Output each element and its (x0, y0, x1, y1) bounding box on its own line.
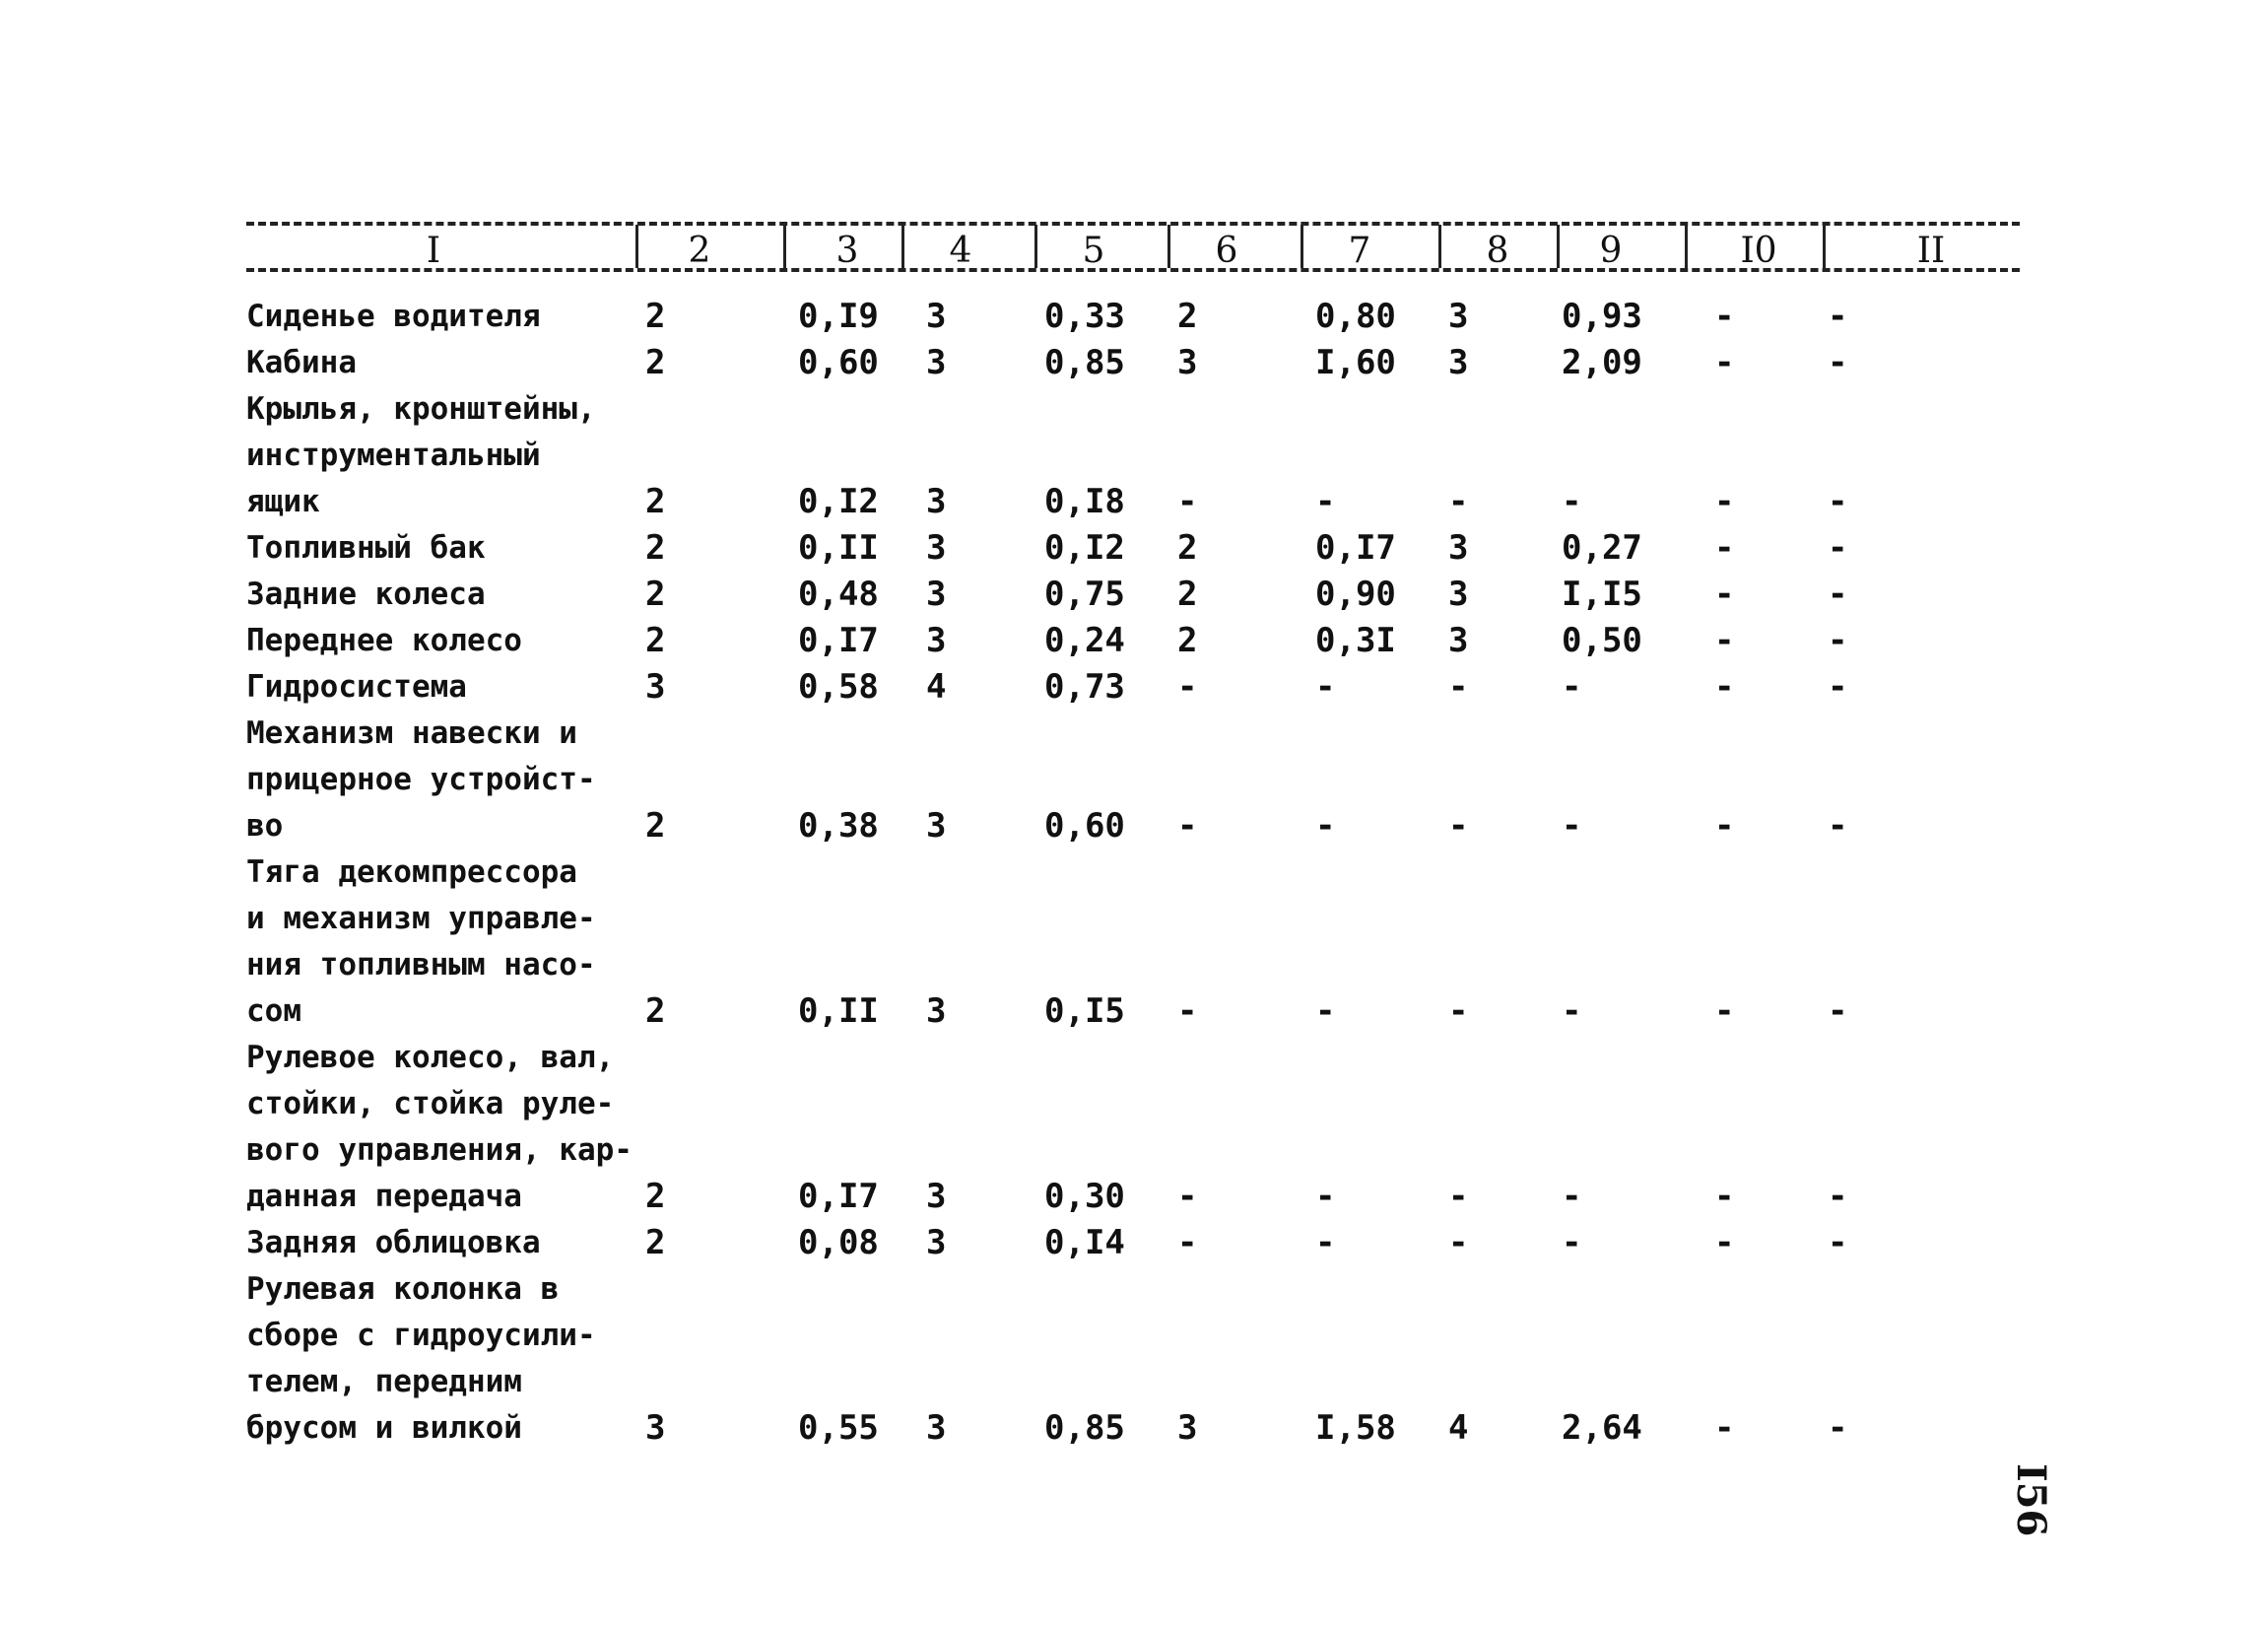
row-value-c2: 2 (645, 1177, 666, 1216)
row-name-line: Крылья, кронштейны, (246, 391, 596, 427)
row-value-c10: - (1714, 806, 1735, 846)
row-value-c10: - (1714, 1177, 1735, 1216)
row-value-c3: 0,II (798, 991, 879, 1031)
row-value-c5: 0,I4 (1044, 1223, 1125, 1262)
row-value-c2: 2 (645, 621, 666, 660)
row-value-c10: - (1714, 1408, 1735, 1448)
row-value-c2: 3 (645, 1408, 666, 1448)
row-name-line: Задние колеса (246, 577, 486, 612)
row-value-c8: - (1448, 667, 1469, 707)
header-col-1: I (426, 231, 441, 271)
row-value-c11: - (1828, 667, 1848, 707)
row-value-c3: 0,II (798, 528, 879, 568)
row-value-c3: 0,58 (798, 667, 879, 707)
row-value-c11: - (1828, 991, 1848, 1031)
row-value-c2: 2 (645, 1223, 666, 1262)
row-value-c11: - (1828, 297, 1848, 336)
row-value-c3: 0,08 (798, 1223, 879, 1262)
header-separator (1685, 225, 1688, 268)
row-value-c9: 2,64 (1562, 1408, 1642, 1448)
row-value-c5: 0,24 (1044, 621, 1125, 660)
row-value-c5: 0,I8 (1044, 482, 1125, 521)
row-value-c2: 2 (645, 343, 666, 382)
row-value-c9: 2,09 (1562, 343, 1642, 382)
row-value-c3: 0,60 (798, 343, 879, 382)
header-col-2: 2 (688, 231, 711, 271)
row-value-c4: 3 (926, 991, 947, 1031)
row-value-c9: - (1562, 991, 1582, 1031)
header-col-3: 3 (835, 231, 859, 271)
row-value-c10: - (1714, 667, 1735, 707)
header-separator (1301, 225, 1303, 268)
row-value-c8: 4 (1448, 1408, 1469, 1448)
row-value-c11: - (1828, 528, 1848, 568)
row-name-line: сборе с гидроусили- (246, 1318, 596, 1353)
row-name-line: данная передача (246, 1179, 522, 1214)
row-name-line: вого управления, кар- (246, 1132, 633, 1168)
row-value-c6: 3 (1177, 1408, 1198, 1448)
row-value-c6: 2 (1177, 621, 1198, 660)
row-value-c8: 3 (1448, 297, 1469, 336)
row-value-c6: - (1177, 991, 1198, 1031)
row-value-c9: 0,27 (1562, 528, 1642, 568)
row-value-c7: 0,80 (1315, 297, 1396, 336)
row-value-c3: 0,38 (798, 806, 879, 846)
row-value-c3: 0,I7 (798, 1177, 879, 1216)
row-name-line: Задняя облицовка (246, 1225, 541, 1260)
row-name-line: Рулевое колесо, вал, (246, 1040, 615, 1075)
row-value-c8: 3 (1448, 575, 1469, 614)
row-value-c5: 0,60 (1044, 806, 1125, 846)
row-value-c11: - (1828, 1223, 1848, 1262)
row-value-c11: - (1828, 806, 1848, 846)
row-value-c8: 3 (1448, 621, 1469, 660)
row-value-c4: 4 (926, 667, 947, 707)
row-name-line: брусом и вилкой (246, 1410, 522, 1446)
row-value-c9: - (1562, 806, 1582, 846)
row-value-c2: 2 (645, 482, 666, 521)
row-value-c9: - (1562, 482, 1582, 521)
row-value-c9: 0,50 (1562, 621, 1642, 660)
row-value-c6: - (1177, 806, 1198, 846)
row-value-c4: 3 (926, 575, 947, 614)
row-value-c9: 0,93 (1562, 297, 1642, 336)
row-value-c9: - (1562, 1177, 1582, 1216)
row-name-line: телем, передним (246, 1364, 522, 1399)
row-name-line: Механизм навески и (246, 715, 577, 751)
row-value-c10: - (1714, 528, 1735, 568)
row-value-c6: 2 (1177, 297, 1198, 336)
row-value-c8: - (1448, 1223, 1469, 1262)
header-separator (1167, 225, 1170, 268)
header-col-4: 4 (949, 231, 972, 271)
row-value-c4: 3 (926, 621, 947, 660)
row-name-line: прицерное устройст- (246, 762, 596, 797)
row-value-c3: 0,48 (798, 575, 879, 614)
row-name-line: Тяга декомпрессора (246, 854, 577, 890)
header-separator (901, 225, 904, 268)
row-value-c5: 0,30 (1044, 1177, 1125, 1216)
row-value-c5: 0,I2 (1044, 528, 1125, 568)
row-name-line: ния топливным насо- (246, 947, 596, 983)
row-value-c7: 0,3I (1315, 621, 1396, 660)
row-value-c7: - (1315, 991, 1336, 1031)
row-value-c3: 0,I7 (798, 621, 879, 660)
row-value-c6: - (1177, 1177, 1198, 1216)
row-value-c7: - (1315, 806, 1336, 846)
row-value-c8: 3 (1448, 528, 1469, 568)
row-value-c11: - (1828, 621, 1848, 660)
page-number: I56 (2008, 1463, 2054, 1537)
row-value-c10: - (1714, 991, 1735, 1031)
row-name-line: Переднее колесо (246, 623, 522, 658)
header-top-rule (246, 222, 2020, 226)
row-value-c3: 0,55 (798, 1408, 879, 1448)
row-value-c4: 3 (926, 1177, 947, 1216)
row-value-c6: - (1177, 1223, 1198, 1262)
header-col-5: 5 (1082, 231, 1105, 271)
row-value-c3: 0,I9 (798, 297, 879, 336)
row-value-c10: - (1714, 343, 1735, 382)
row-value-c10: - (1714, 482, 1735, 521)
row-value-c4: 3 (926, 343, 947, 382)
row-value-c2: 2 (645, 575, 666, 614)
header-col-9: 9 (1599, 231, 1623, 271)
header-col-7: 7 (1348, 231, 1371, 271)
row-value-c7: 0,I7 (1315, 528, 1396, 568)
row-value-c4: 3 (926, 1223, 947, 1262)
row-value-c6: 3 (1177, 343, 1198, 382)
header-col-11: II (1916, 231, 1946, 271)
row-name-line: Сиденье водителя (246, 299, 541, 334)
row-value-c5: 0,I5 (1044, 991, 1125, 1031)
row-value-c5: 0,33 (1044, 297, 1125, 336)
row-value-c7: - (1315, 1177, 1336, 1216)
row-value-c2: 2 (645, 297, 666, 336)
row-value-c7: - (1315, 482, 1336, 521)
row-value-c10: - (1714, 575, 1735, 614)
row-value-c4: 3 (926, 806, 947, 846)
row-name-line: Кабина (246, 345, 357, 380)
row-value-c3: 0,I2 (798, 482, 879, 521)
row-value-c8: - (1448, 806, 1469, 846)
row-value-c10: - (1714, 621, 1735, 660)
header-separator (1557, 225, 1560, 268)
row-value-c11: - (1828, 343, 1848, 382)
row-name-line: стойки, стойка руле- (246, 1086, 615, 1121)
row-name-line: и механизм управле- (246, 901, 596, 936)
row-name-line: во (246, 808, 284, 844)
row-value-c11: - (1828, 1177, 1848, 1216)
row-value-c7: 0,90 (1315, 575, 1396, 614)
row-value-c8: - (1448, 482, 1469, 521)
row-value-c6: - (1177, 482, 1198, 521)
row-value-c11: - (1828, 1408, 1848, 1448)
row-value-c8: - (1448, 1177, 1469, 1216)
row-value-c11: - (1828, 482, 1848, 521)
row-value-c4: 3 (926, 297, 947, 336)
row-name-line: инструментальный (246, 438, 541, 473)
row-value-c7: - (1315, 1223, 1336, 1262)
row-value-c5: 0,73 (1044, 667, 1125, 707)
row-name-line: Рулевая колонка в (246, 1271, 560, 1307)
header-separator (1438, 225, 1441, 268)
row-value-c8: - (1448, 991, 1469, 1031)
header-col-10: I0 (1740, 231, 1777, 271)
header-col-8: 8 (1486, 231, 1509, 271)
row-value-c6: 2 (1177, 528, 1198, 568)
row-value-c2: 3 (645, 667, 666, 707)
row-value-c4: 3 (926, 482, 947, 521)
row-value-c2: 2 (645, 528, 666, 568)
row-value-c5: 0,75 (1044, 575, 1125, 614)
row-name-line: Топливный бак (246, 530, 486, 566)
row-value-c5: 0,85 (1044, 343, 1125, 382)
header-separator (783, 225, 786, 268)
row-value-c10: - (1714, 1223, 1735, 1262)
row-name-line: ящик (246, 484, 320, 519)
row-value-c11: - (1828, 575, 1848, 614)
row-value-c4: 3 (926, 528, 947, 568)
row-value-c5: 0,85 (1044, 1408, 1125, 1448)
row-value-c9: I,I5 (1562, 575, 1642, 614)
row-value-c4: 3 (926, 1408, 947, 1448)
row-value-c9: - (1562, 1223, 1582, 1262)
row-value-c6: 2 (1177, 575, 1198, 614)
row-value-c9: - (1562, 667, 1582, 707)
header-separator (1823, 225, 1826, 268)
header-separator (1034, 225, 1037, 268)
row-value-c2: 2 (645, 991, 666, 1031)
row-value-c10: - (1714, 297, 1735, 336)
row-value-c7: I,60 (1315, 343, 1396, 382)
row-value-c8: 3 (1448, 343, 1469, 382)
header-col-6: 6 (1215, 231, 1238, 271)
row-value-c7: I,58 (1315, 1408, 1396, 1448)
row-name-line: сом (246, 993, 301, 1029)
row-name-line: Гидросистема (246, 669, 467, 705)
row-value-c6: - (1177, 667, 1198, 707)
header-separator (635, 225, 638, 268)
row-value-c2: 2 (645, 806, 666, 846)
row-value-c7: - (1315, 667, 1336, 707)
